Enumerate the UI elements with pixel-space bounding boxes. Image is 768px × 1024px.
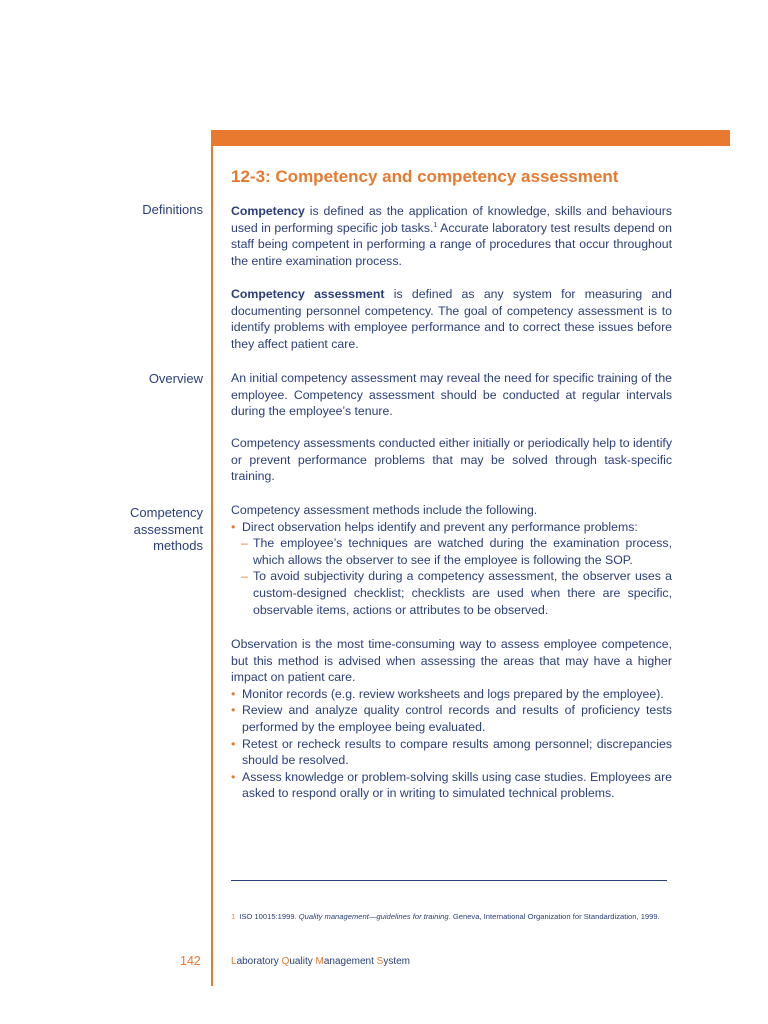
methods-intro: Competency assessment methods include the following.: [231, 503, 538, 517]
footnote-title: Quality management—guidelines for training: [298, 912, 449, 921]
observation-paragraph: Observation is the most time-consuming way to assess employee competence, but this method is advised when assessing the areas that may have a higher impact on patient care.: [231, 637, 672, 685]
term-competency: Competency: [231, 204, 305, 218]
list-item: • Monitor records (e.g. review worksheets and logs prepared by the employee).: [231, 686, 672, 703]
header-accent-bar: [212, 130, 730, 146]
list-item: • Retest or recheck results to compare results among personnel; discrepancies should be resolved.: [231, 736, 672, 769]
footnote-number: 1: [231, 912, 236, 921]
methods-list-2: [231, 636, 672, 802]
margin-label-methods-line2: assessment: [133, 521, 203, 537]
footnote: 1 ISO 10015:1999. Quality management—guidelines for training. Geneva, International Organization for Standardization, 1999.: [231, 912, 660, 921]
overview-paragraph-1: An initial competency assessment may reveal the need for specific training of the employee. Competency assessment should be conducted at regular intervals during the employee’s tenure.: [231, 371, 672, 419]
list-item: • Assess knowledge or problem-solving skills using case studies. Employees are asked to respond orally or in writing to simulated technical problems.: [231, 769, 672, 802]
sub-list-item: – The employee’s techniques are watched during the examination process, which allows the observer to see if the employee is following the SOP.: [231, 535, 672, 568]
sub-list-item: – To avoid subjectivity during a competency assessment, the observer uses a custom-designed checklist; checklists are used when there are specific, observable items, actions or attributes to be observed.: [231, 568, 672, 618]
margin-label-methods-line1: Competency: [130, 505, 203, 520]
margin-label-methods: [130, 505, 203, 555]
margin-label-methods-line3: methods: [153, 538, 203, 553]
list-item: • Direct observation helps identify and prevent any performance problems:: [231, 519, 672, 536]
margin-label-definitions: Definitions: [142, 202, 203, 217]
methods-list-1: [231, 502, 672, 618]
definitions-paragraph-1: Competency is defined as the application of knowledge, skills and behaviours used in performing specific job tasks.$^1$ Accurate laboratory test results depend on staff being competent in performing a range of procedures that occur throughout the entire examination process.: [231, 204, 672, 268]
term-competency-assessment: Competency assessment: [231, 287, 385, 301]
footnote-divider: [231, 880, 667, 881]
margin-divider-rule: [211, 130, 213, 986]
page-number: 142: [180, 954, 201, 968]
margin-label-overview: Overview: [148, 371, 203, 386]
overview-paragraph-2: Competency assessments conducted either initially or periodically help to identify or prevent performance problems that may be solved through task-specific training.: [231, 436, 672, 484]
footnote-ref: 1: [433, 221, 438, 229]
running-footer: Laboratory Quality Management System: [231, 956, 411, 967]
section-title: 12-3: Competency and competency assessment: [231, 167, 619, 186]
list-item: • Review and analyze quality control records and results of proficiency tests performed by the employee being evaluated.: [231, 702, 672, 735]
definitions-paragraph-2: Competency assessment is defined as any system for measuring and documenting personnel competency. The goal of competency assessment is to identify problems with employee performance and to correct these issues before they affect patient care.: [231, 287, 672, 351]
